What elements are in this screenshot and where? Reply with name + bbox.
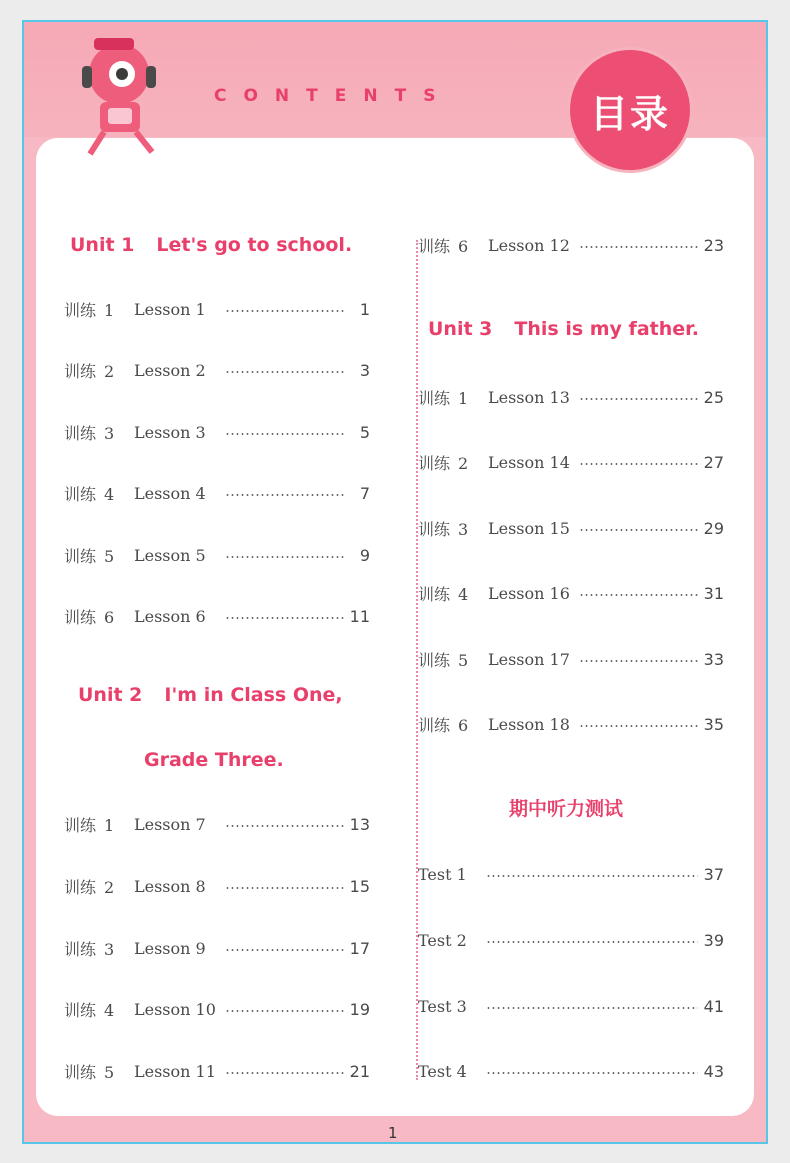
page-ref: 11 bbox=[349, 606, 370, 626]
lesson-title: Lesson 15 bbox=[488, 518, 570, 538]
toc-row[interactable] bbox=[64, 812, 370, 836]
dot-leader bbox=[579, 246, 698, 248]
lesson-title: Lesson 17 bbox=[488, 649, 570, 669]
unit2-number: Unit 2 bbox=[78, 684, 143, 706]
lesson-title: Lesson 18 bbox=[488, 714, 570, 734]
toc-row[interactable] bbox=[64, 481, 370, 505]
page-ref: 1 bbox=[359, 299, 370, 319]
lesson-title: Lesson 16 bbox=[488, 583, 570, 603]
practice-label: 训练 6 bbox=[64, 607, 115, 627]
toc-row[interactable] bbox=[418, 928, 724, 952]
practice-label: 训练 3 bbox=[418, 519, 469, 539]
dot-leader bbox=[579, 594, 698, 596]
toc-row[interactable] bbox=[64, 358, 370, 382]
practice-label: 训练 5 bbox=[418, 650, 469, 670]
toc-row[interactable] bbox=[418, 1059, 724, 1083]
page-frame bbox=[22, 20, 768, 1144]
page-ref: 25 bbox=[703, 387, 724, 407]
page-ref: 15 bbox=[349, 876, 370, 896]
dot-leader bbox=[486, 1072, 698, 1074]
lesson-title: Lesson 9 bbox=[134, 938, 206, 958]
test-title: Test 3 bbox=[418, 996, 467, 1016]
unit2-title-line1: I'm in Class One, bbox=[164, 684, 343, 706]
lesson-title: Lesson 12 bbox=[488, 235, 570, 255]
page-ref: 33 bbox=[703, 649, 724, 669]
practice-label: 训练 5 bbox=[64, 1062, 115, 1082]
practice-label: 训练 3 bbox=[64, 939, 115, 959]
page-ref: 13 bbox=[349, 814, 370, 834]
dot-leader bbox=[579, 463, 698, 465]
dot-leader bbox=[225, 825, 344, 827]
practice-label: 训练 3 bbox=[64, 423, 115, 443]
toc-row[interactable] bbox=[64, 936, 370, 960]
dot-leader bbox=[486, 1007, 698, 1009]
toc-row[interactable] bbox=[418, 994, 724, 1018]
lesson-title: Lesson 4 bbox=[134, 483, 206, 503]
dot-leader bbox=[225, 1010, 344, 1012]
dot-leader bbox=[486, 875, 698, 877]
page-ref: 7 bbox=[359, 483, 370, 503]
practice-label: 训练 5 bbox=[64, 546, 115, 566]
dot-leader bbox=[225, 617, 344, 619]
lesson-title: Lesson 1 bbox=[134, 299, 206, 319]
lesson-title: Lesson 11 bbox=[134, 1061, 216, 1081]
practice-label: 训练 2 bbox=[64, 361, 115, 381]
lesson-title: Lesson 2 bbox=[134, 360, 206, 380]
contents-panel bbox=[36, 138, 754, 1116]
midterm-heading: 期中听力测试 bbox=[509, 798, 624, 820]
page-ref: 31 bbox=[703, 583, 724, 603]
unit3-number: Unit 3 bbox=[428, 318, 493, 340]
dot-leader bbox=[579, 529, 698, 531]
page-ref: 9 bbox=[359, 545, 370, 565]
test-title: Test 2 bbox=[418, 930, 467, 950]
dot-leader bbox=[225, 433, 344, 435]
dot-leader bbox=[225, 949, 344, 951]
dot-leader bbox=[225, 494, 344, 496]
unit3-heading bbox=[428, 318, 699, 340]
toc-row[interactable] bbox=[64, 874, 370, 898]
toc-row[interactable] bbox=[418, 233, 724, 257]
test-title: Test 4 bbox=[418, 1061, 467, 1081]
page-ref: 23 bbox=[703, 235, 724, 255]
unit1-heading bbox=[70, 234, 352, 256]
dot-leader bbox=[579, 725, 698, 727]
dot-leader bbox=[225, 371, 344, 373]
toc-row[interactable] bbox=[64, 1059, 370, 1083]
page-ref: 3 bbox=[359, 360, 370, 380]
lesson-title: Lesson 13 bbox=[488, 387, 570, 407]
practice-label: 训练 1 bbox=[64, 300, 115, 320]
page-ref: 29 bbox=[703, 518, 724, 538]
lesson-title: Lesson 7 bbox=[134, 814, 206, 834]
toc-badge bbox=[570, 50, 690, 170]
page-ref: 39 bbox=[703, 930, 724, 950]
toc-row[interactable] bbox=[418, 516, 724, 540]
lesson-title: Lesson 3 bbox=[134, 422, 206, 442]
page-ref: 41 bbox=[703, 996, 724, 1016]
toc-row[interactable] bbox=[418, 712, 724, 736]
page-ref: 21 bbox=[349, 1061, 370, 1081]
page-ref: 43 bbox=[703, 1061, 724, 1081]
lesson-title: Lesson 6 bbox=[134, 606, 206, 626]
toc-row[interactable] bbox=[64, 997, 370, 1021]
page-ref: 5 bbox=[359, 422, 370, 442]
dot-leader bbox=[579, 660, 698, 662]
robot-mascot-icon bbox=[64, 32, 174, 162]
toc-row[interactable] bbox=[64, 604, 370, 628]
dot-leader bbox=[225, 1072, 344, 1074]
page-ref: 27 bbox=[703, 452, 724, 472]
unit1-title: Let's go to school. bbox=[156, 234, 353, 256]
test-title: Test 1 bbox=[418, 864, 467, 884]
toc-badge-label: 目录 bbox=[589, 91, 670, 136]
contents-title: CONTENTS bbox=[214, 86, 453, 106]
page-ref: 35 bbox=[703, 714, 724, 734]
lesson-title: Lesson 10 bbox=[134, 999, 216, 1019]
dot-leader bbox=[486, 941, 698, 943]
toc-row[interactable] bbox=[64, 420, 370, 444]
unit3-title: This is my father. bbox=[514, 318, 700, 340]
practice-label: 训练 2 bbox=[64, 877, 115, 897]
toc-row[interactable] bbox=[64, 543, 370, 567]
practice-label: 训练 6 bbox=[418, 236, 469, 256]
lesson-title: Lesson 14 bbox=[488, 452, 570, 472]
page-ref: 17 bbox=[349, 938, 370, 958]
practice-label: 训练 4 bbox=[64, 484, 115, 504]
toc-row[interactable] bbox=[64, 297, 370, 321]
toc-row[interactable] bbox=[418, 862, 724, 886]
practice-label: 训练 4 bbox=[64, 1000, 115, 1020]
practice-label: 训练 1 bbox=[64, 815, 115, 835]
unit2-heading bbox=[78, 684, 343, 706]
dot-leader bbox=[225, 887, 344, 889]
toc-row[interactable] bbox=[418, 647, 724, 671]
practice-label: 训练 2 bbox=[418, 453, 469, 473]
page-ref: 37 bbox=[703, 864, 724, 884]
practice-label: 训练 4 bbox=[418, 584, 469, 604]
lesson-title: Lesson 5 bbox=[134, 545, 206, 565]
practice-label: 训练 1 bbox=[418, 388, 469, 408]
page-ref: 19 bbox=[349, 999, 370, 1019]
toc-row[interactable] bbox=[418, 581, 724, 605]
page-number: 1 bbox=[388, 1124, 398, 1142]
toc-row[interactable] bbox=[418, 450, 724, 474]
lesson-title: Lesson 8 bbox=[134, 876, 206, 896]
dot-leader bbox=[225, 556, 344, 558]
dot-leader bbox=[579, 398, 698, 400]
unit2-heading-line2: Grade Three. bbox=[144, 749, 284, 771]
unit1-number: Unit 1 bbox=[70, 234, 135, 256]
toc-row[interactable] bbox=[418, 385, 724, 409]
dot-leader bbox=[225, 310, 344, 312]
practice-label: 训练 6 bbox=[418, 715, 469, 735]
